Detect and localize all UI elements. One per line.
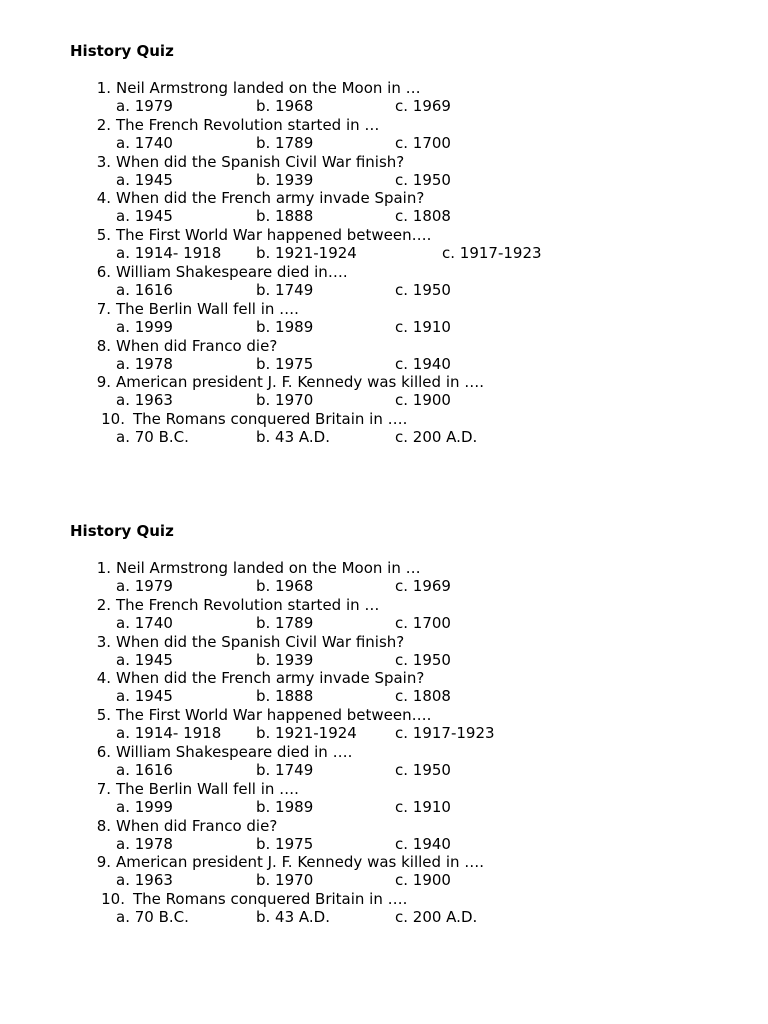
option-b: b. 43 A.D. <box>256 908 330 927</box>
option-a: a. 1963 <box>116 871 173 890</box>
question-text: American president J. F. Kennedy was killed in …. <box>116 853 485 872</box>
question-item <box>0 817 768 854</box>
answer-options <box>0 244 768 263</box>
answer-options <box>0 355 768 374</box>
option-c: c. 1969 <box>395 97 451 115</box>
question-item <box>0 780 768 817</box>
question-text: When did Franco die? <box>116 336 278 355</box>
question-number: 9. <box>96 373 111 392</box>
answer-options <box>0 835 768 854</box>
question-number: 5. <box>96 226 111 245</box>
question-item <box>0 890 768 927</box>
option-b: b. 1968 <box>256 577 314 595</box>
question-item <box>0 189 768 226</box>
option-b: b. 1921-1924 <box>256 724 357 743</box>
option-a: a. 1740 <box>116 133 173 152</box>
question-number: 3. <box>96 152 111 171</box>
option-c: c. 1950 <box>395 170 451 189</box>
question-item <box>0 633 768 670</box>
question-number: 7. <box>96 779 111 798</box>
answer-options <box>0 134 768 153</box>
question-text: The Berlin Wall fell in …. <box>116 299 299 318</box>
option-a: a. 1945 <box>116 207 173 226</box>
option-a: a. 1616 <box>116 760 173 779</box>
question-text: Neil Armstrong landed on the Moon in … <box>116 559 421 577</box>
option-a: a. 1616 <box>116 280 173 299</box>
quiz-title: History Quiz <box>70 42 174 60</box>
question-text: American president J. F. Kennedy was killed in …. <box>116 373 485 392</box>
question-text: When did the French army invade Spain? <box>116 189 425 208</box>
question-text: The French Revolution started in … <box>116 115 380 134</box>
option-b: b. 1749 <box>256 280 314 299</box>
answer-options <box>0 281 768 300</box>
question-item <box>0 153 768 190</box>
question-item <box>0 226 768 263</box>
option-c: c. 1940 <box>395 354 451 373</box>
question-item <box>0 596 768 633</box>
option-b: b. 1921-1924 <box>256 244 357 263</box>
question-text: The First World War happened between…. <box>116 226 432 245</box>
option-b: b. 1975 <box>256 834 314 853</box>
question-number: 6. <box>96 262 111 281</box>
option-a: a. 1945 <box>116 170 173 189</box>
question-text: The Berlin Wall fell in …. <box>116 779 299 798</box>
question-item <box>0 79 768 116</box>
question-number: 2. <box>96 115 111 134</box>
question-text: The Romans conquered Britain in …. <box>133 410 408 429</box>
answer-options <box>0 761 768 780</box>
option-a: a. 70 B.C. <box>116 428 189 447</box>
option-a: a. 1914- 1918 <box>116 244 222 263</box>
answer-options <box>0 318 768 337</box>
question-number: 10. <box>101 410 125 429</box>
option-c: c. 1950 <box>395 760 451 779</box>
question-item <box>0 337 768 374</box>
answer-options <box>0 391 768 410</box>
answer-options <box>0 614 768 633</box>
option-a: a. 1945 <box>116 687 173 706</box>
question-text: William Shakespeare died in …. <box>116 742 353 761</box>
option-b: b. 1989 <box>256 797 314 816</box>
option-b: b. 1970 <box>256 871 314 890</box>
question-text: The French Revolution started in … <box>116 595 380 614</box>
answer-options <box>0 207 768 226</box>
option-a: a. 1740 <box>116 613 173 632</box>
question-text: When did the French army invade Spain? <box>116 669 425 688</box>
question-number: 5. <box>96 706 111 725</box>
question-number: 1. <box>96 559 111 577</box>
option-c: c. 1910 <box>395 797 451 816</box>
question-text: William Shakespeare died in…. <box>116 262 348 281</box>
question-list <box>0 79 768 447</box>
question-number: 6. <box>96 742 111 761</box>
question-number: 10. <box>101 890 125 909</box>
option-b: b. 1939 <box>256 170 314 189</box>
option-a: a. 1914- 1918 <box>116 724 222 743</box>
option-c: c. 1950 <box>395 280 451 299</box>
question-number: 1. <box>96 79 111 97</box>
question-text: Neil Armstrong landed on the Moon in … <box>116 79 421 97</box>
question-number: 3. <box>96 632 111 651</box>
option-b: b. 1888 <box>256 207 314 226</box>
question-item <box>0 669 768 706</box>
answer-options <box>0 577 768 596</box>
answer-options <box>0 651 768 670</box>
option-a: a. 70 B.C. <box>116 908 189 927</box>
option-c: c. 1700 <box>395 133 451 152</box>
question-number: 7. <box>96 299 111 318</box>
question-item <box>0 410 768 447</box>
option-c: c. 1917-1923 <box>442 244 542 263</box>
question-text: When did Franco die? <box>116 816 278 835</box>
answer-options <box>0 908 768 927</box>
answer-options <box>0 97 768 116</box>
option-a: a. 1963 <box>116 391 173 410</box>
option-a: a. 1999 <box>116 317 173 336</box>
option-b: b. 1970 <box>256 391 314 410</box>
option-b: b. 1975 <box>256 354 314 373</box>
option-c: c. 1900 <box>395 391 451 410</box>
answer-options <box>0 798 768 817</box>
option-c: c. 200 A.D. <box>395 908 478 927</box>
question-number: 2. <box>96 595 111 614</box>
option-c: c. 1900 <box>395 871 451 890</box>
question-number: 9. <box>96 853 111 872</box>
question-text: When did the Spanish Civil War finish? <box>116 632 405 651</box>
option-b: b. 1888 <box>256 687 314 706</box>
option-c: c. 200 A.D. <box>395 428 478 447</box>
option-b: b. 1939 <box>256 650 314 669</box>
question-text: The First World War happened between…. <box>116 706 432 725</box>
option-a: a. 1945 <box>116 650 173 669</box>
question-item <box>0 373 768 410</box>
question-text: When did the Spanish Civil War finish? <box>116 152 405 171</box>
option-b: b. 43 A.D. <box>256 428 330 447</box>
option-b: b. 1968 <box>256 97 314 115</box>
option-a: a. 1999 <box>116 797 173 816</box>
question-text: The Romans conquered Britain in …. <box>133 890 408 909</box>
option-c: c. 1910 <box>395 317 451 336</box>
answer-options <box>0 724 768 743</box>
question-number: 4. <box>96 189 111 208</box>
option-c: c. 1917-1923 <box>395 724 495 743</box>
question-list <box>0 559 768 927</box>
option-c: c. 1940 <box>395 834 451 853</box>
option-a: a. 1978 <box>116 354 173 373</box>
question-item <box>0 706 768 743</box>
question-item <box>0 743 768 780</box>
answer-options <box>0 871 768 890</box>
question-item <box>0 853 768 890</box>
answer-options <box>0 687 768 706</box>
option-b: b. 1989 <box>256 317 314 336</box>
option-b: b. 1749 <box>256 760 314 779</box>
question-item <box>0 559 768 596</box>
option-a: a. 1979 <box>116 577 173 595</box>
option-c: c. 1700 <box>395 613 451 632</box>
question-number: 8. <box>96 336 111 355</box>
option-c: c. 1808 <box>395 687 451 706</box>
option-a: a. 1978 <box>116 834 173 853</box>
option-c: c. 1808 <box>395 207 451 226</box>
answer-options <box>0 428 768 447</box>
question-item <box>0 263 768 300</box>
question-number: 8. <box>96 816 111 835</box>
option-b: b. 1789 <box>256 613 314 632</box>
question-item <box>0 116 768 153</box>
quiz-title: History Quiz <box>70 522 174 540</box>
option-a: a. 1979 <box>116 97 173 115</box>
answer-options <box>0 171 768 190</box>
option-c: c. 1950 <box>395 650 451 669</box>
option-c: c. 1969 <box>395 577 451 595</box>
question-number: 4. <box>96 669 111 688</box>
option-b: b. 1789 <box>256 133 314 152</box>
question-item <box>0 300 768 337</box>
